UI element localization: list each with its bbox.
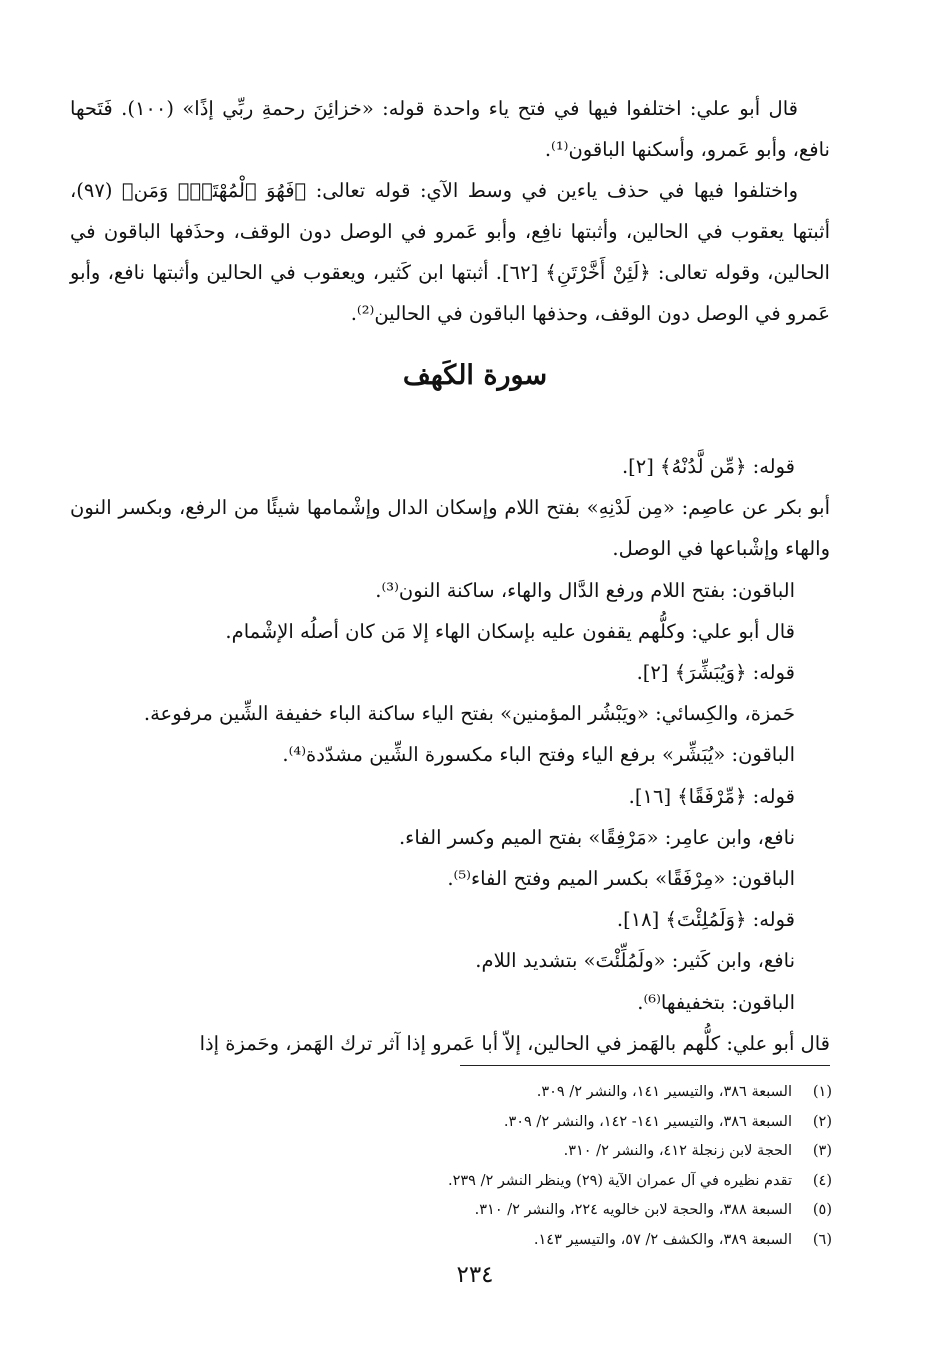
footnote-number: (٣) (812, 1143, 832, 1159)
text-line: قال أبو علي: كلُّهم بالهَمز في الحالين، إلاّ أبا عَمرو إذا آثر ترك الهَمز، وحَمزة إذا (199, 1031, 830, 1055)
text-line: الباقون: بفتح اللام ورفع الدَّال والهاء، ساكنة النون⁽³⁾. (375, 578, 795, 602)
footnote (120, 1226, 832, 1256)
footnote-divider (460, 1065, 830, 1066)
footnote (120, 1108, 832, 1138)
text-line: قوله: ﴿وَلَمُلِئْتَ﴾ [١٨]. (616, 908, 795, 932)
footnote-number: (٤) (812, 1172, 832, 1189)
text-line: قوله: ﴿وَيُبَشِّرَ﴾ [٢]. (636, 661, 795, 685)
footnote-text: السبعة ٣٨٨، والحجة لابن خالويه ٢٢٤، والنشر ٢/ ٣١٠. (474, 1202, 792, 1218)
footnote-number: (٦) (812, 1231, 832, 1248)
footnote (120, 1137, 832, 1167)
text-line: نافع، وابن كَثير: «ولَمُلِّئْتَ» بتشديد اللام. (475, 949, 795, 973)
footnote-number: (٥) (812, 1202, 832, 1218)
top-paragraphs (70, 88, 830, 334)
footnote (120, 1078, 832, 1108)
footnote-text: السبعة ٣٨٦، والتيسير ١٤١- ١٤٢، والنشر ٢/ ٣٠٩. (503, 1113, 792, 1130)
footnote-text: السبعة ٣٨٩، والكشف ٢/ ٥٧، والتيسير ١٤٣. (533, 1231, 792, 1248)
footnotes (120, 1078, 832, 1255)
footnote-number: (٢) (812, 1113, 832, 1130)
footnote (120, 1167, 832, 1197)
text-line: أبو بكر عن عاصِم: «مِن لَدْنِهِ» بفتح اللام وإسكان الدال وإشْمامها شيئًا من الرفع، وبكسر النون والهاء وإشْباعها في الوصل. (70, 496, 830, 561)
footnote-text: الحجة لابن زنجلة ٤١٢، والنشر ٢/ ٣١٠. (563, 1143, 792, 1159)
text-line: الباقون: «يُبَشِّر» برفع الياء وفتح الباء مكسورة الشِّين مشدّدة⁽⁴⁾. (282, 743, 795, 767)
surah-section (70, 446, 830, 1064)
surah-title: سورة الكَهف (402, 360, 548, 391)
text-line: قوله: ﴿مِّن لَّدُنْهُ﴾ [٢]. (621, 455, 795, 478)
footnote-text: تقدم نظيره في آل عمران الآية (٢٩) وينظر النشر ٢/ ٢٣٩. (448, 1172, 792, 1189)
footnote (120, 1196, 832, 1226)
footnote-text: السبعة ٣٨٦، والتيسير ١٤١، والنشر ٢/ ٣٠٩. (536, 1084, 792, 1100)
text-line: حَمزة، والكِسائي: «ويَبْشُر المؤمنين» بفتح الياء ساكنة الباء خفيفة الشِّين مرفوعة. (143, 702, 795, 726)
paragraph: قال أبو علي: اختلفوا فيها في فتح ياء واحدة قوله: «خزائِنَ رحمةِ ربِّي إذًا» (١٠٠). فَتَحها نافع، وأبو عَمرو، وأسكنها الباقون⁽¹⁾. (70, 97, 830, 161)
text-line: نافع، وابن عامِر: «مَرْفِقًا» بفتح الميم وكسر الفاء. (398, 825, 795, 849)
text-line: قوله: ﴿مِّرْفَقًا﴾ [١٦]. (628, 784, 795, 808)
text-line: الباقون: «مِرْفَقًا» بكسر الميم وفتح الفاء⁽⁵⁾. (447, 867, 795, 891)
text-line: الباقون: بتخفيفها⁽⁶⁾. (637, 990, 795, 1014)
footnote-number: (١) (812, 1084, 832, 1100)
text-line: قال أبو علي: وكلُّهم يقفون عليه بإسكان الهاء إلا مَن كان أصلُه الإشْمام. (225, 619, 795, 643)
page-number: ٢٣٤ (456, 1262, 494, 1288)
paragraph: واختلفوا فيها في حذف ياءين في وسط الآي: قوله تعالى: ﴿فَهُوَ ٱلْمُهْتَدِۖ وَمَن﴾ (٩٧)، أثبتها يعقوب في الحالين، وأثبتها نافِع، وأبو عَمرو في الوصل دون الوقف، وحذَفها الباقون في الحالين، وقوله تعالى: ﴿لَئِنْ أَخَّرْتَنِ﴾ [٦٢]. أثبتها ابن كَثير، ويعقوب في الحالين وأثبتها نافع، وأبو عَمرو في الوصل دون الوقف، وحذفها الباقون في الحالين⁽²⁾. (70, 179, 830, 325)
